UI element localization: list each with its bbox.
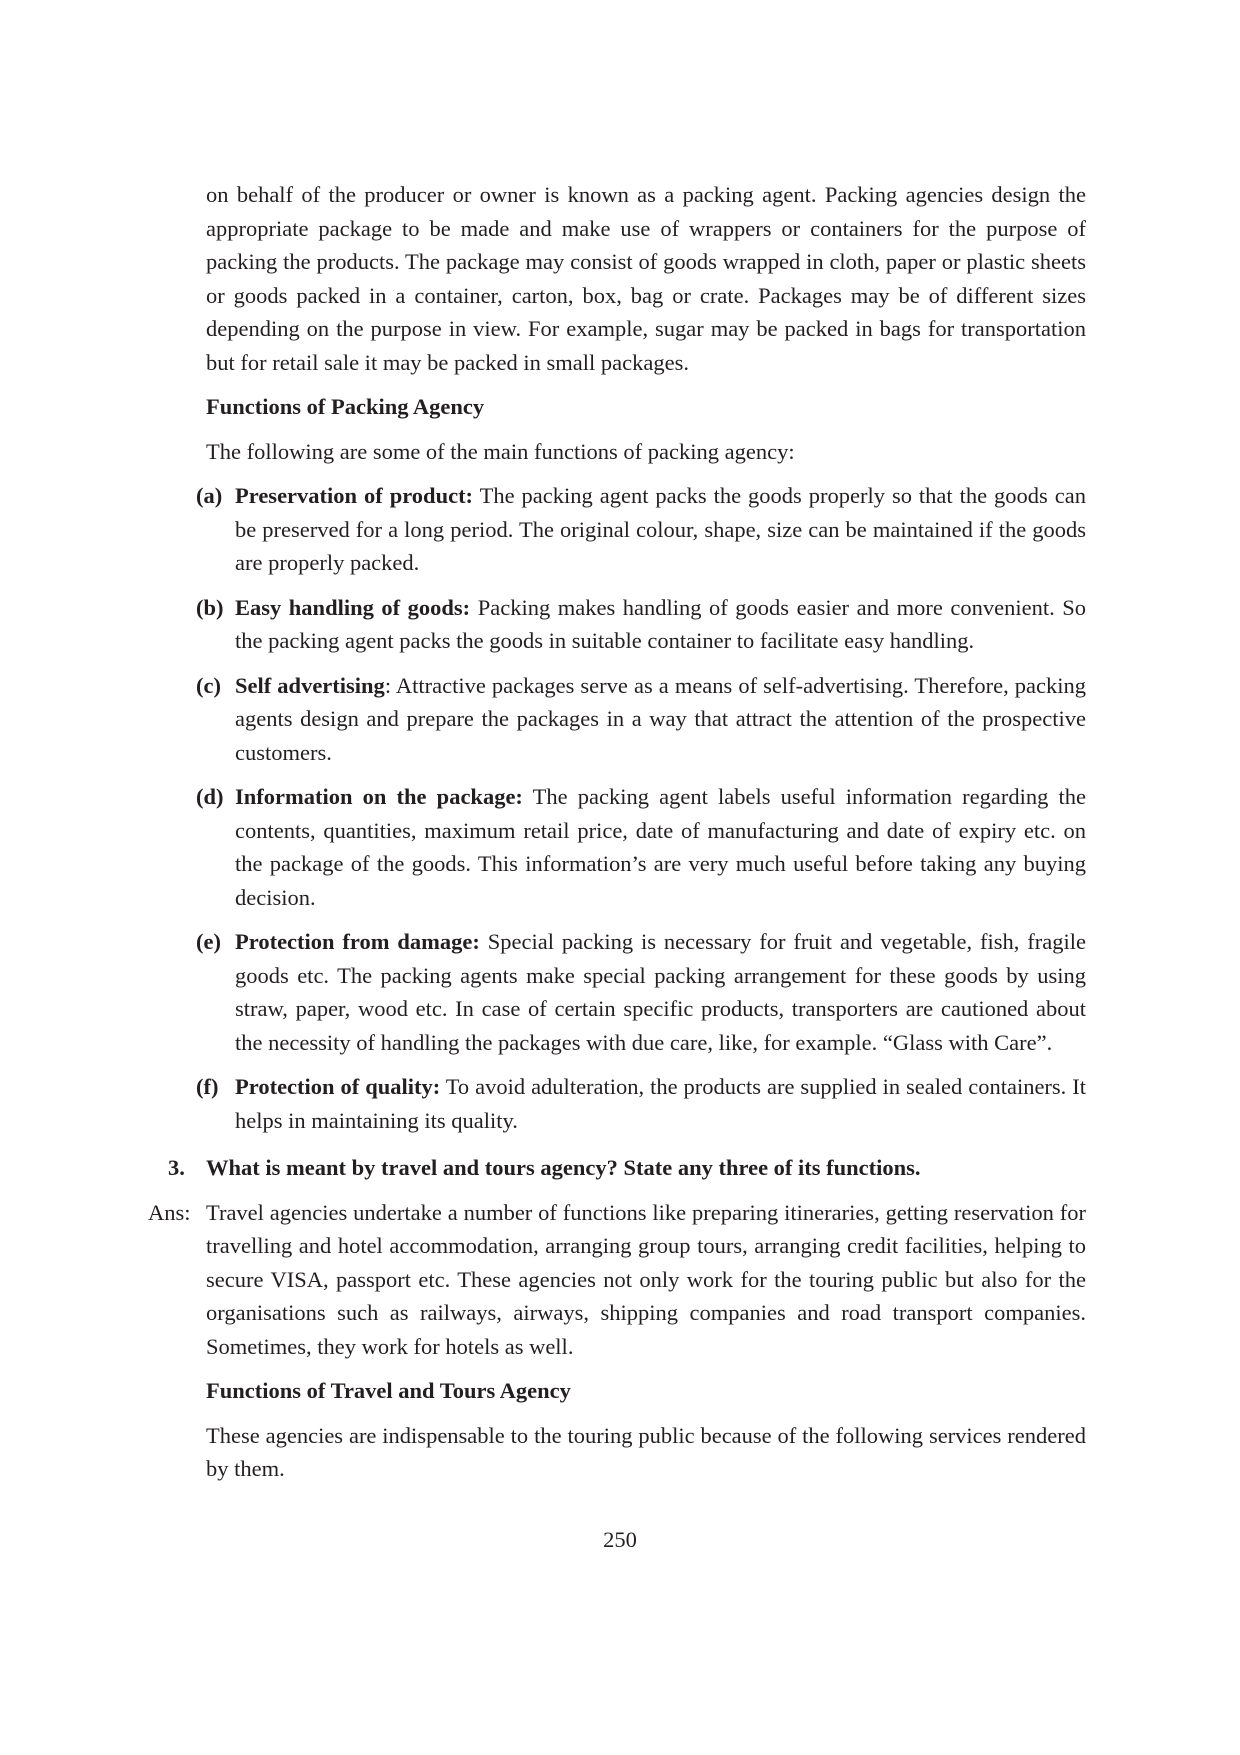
list-text: Special packing is necessary for fruit and vegetable, fish, fragile goods etc. The packing agents make special packing arrangement for these goods by using straw, paper, wood etc. In case of certain specific products, transporters are cautioned about the necessity of handling the packages with due care, like, for example. “Glass with Care”. bbox=[235, 929, 1086, 1055]
list-text: : Attractive packages serve as a means of self-advertising. Therefore, packing agents design and prepare the packages in a way that attract the attention of the prospective customers. bbox=[235, 672, 1086, 765]
travel-intro: These agencies are indispensable to the touring public because of the following services rendered by them. bbox=[206, 1422, 1086, 1481]
list-text: The packing agent labels useful information regarding the contents, quantities, maximum retail price, date of manufacturing and date of expiry etc. on the package of the goods. This information’s are very much useful before taking any buying decision. bbox=[235, 784, 1087, 910]
list-marker: (b) bbox=[196, 594, 224, 620]
question-3 bbox=[168, 1151, 1086, 1185]
packing-intro: The following are some of the main functions of packing agency: bbox=[206, 438, 795, 464]
answer-text: Travel agencies undertake a number of functions like preparing itineraries, getting reservation for travelling and hotel accommodation, arranging group tours, arranging credit facilities, helping to secure VISA, passport etc. These agencies not only work for the touring public but also for the organisations such as railways, airways, shipping companies and road transport companies. Sometimes, they work for hotels as well. bbox=[206, 1199, 1086, 1359]
section-heading-travel: Functions of Travel and Tours Agency bbox=[206, 1378, 571, 1403]
list-marker: (c) bbox=[196, 672, 221, 698]
packing-functions-list bbox=[196, 479, 1087, 1137]
answer-3 bbox=[148, 1196, 1086, 1364]
list-text: The packing agent packs the goods properly so that the goods can be preserved for a long period. The original colour, shape, size can be maintained if the goods are properly packed. bbox=[235, 483, 1086, 575]
list-item bbox=[196, 669, 1086, 770]
list-marker: (f) bbox=[196, 1074, 219, 1099]
list-item bbox=[196, 925, 1086, 1059]
list-text: To avoid adulteration, the products are supplied in sealed containers. It helps in maintaining its quality. bbox=[235, 1074, 1086, 1133]
list-term: Protection of quality: bbox=[235, 1074, 441, 1099]
list-term: Easy handling of goods: bbox=[235, 594, 471, 620]
question-number: 3. bbox=[168, 1155, 185, 1180]
list-term: Protection from damage: bbox=[235, 929, 480, 954]
list-item bbox=[196, 591, 1087, 658]
list-item bbox=[196, 780, 1087, 914]
list-item bbox=[196, 1070, 1086, 1137]
page-content bbox=[148, 178, 1087, 1486]
list-term: Information on the package: bbox=[235, 784, 523, 809]
section-heading-packing: Functions of Packing Agency bbox=[206, 394, 485, 419]
list-text: Packing makes handling of goods easier and more convenient. So the packing agent packs the goods in suitable container to facilitate easy handling. bbox=[235, 594, 1087, 653]
list-term: Self advertising bbox=[235, 672, 385, 698]
list-marker: (d) bbox=[196, 784, 224, 809]
question-text: What is meant by travel and tours agency? State any three of its functions. bbox=[206, 1155, 921, 1180]
list-marker: (e) bbox=[196, 929, 221, 954]
list-item bbox=[196, 479, 1086, 580]
intro-paragraph: on behalf of the producer or owner is known as a packing agent. Packing agencies design the appropriate package to be made and make use of wrappers or containers for the purpose of packing the products. The package may consist of goods wrapped in cloth, paper or plastic sheets or goods packed in a container, carton, box, bag or crate. Packages may be of different sizes depending on the purpose in view. For example, sugar may be packed in bags for transportation but for retail sale it may be packed in small packages. bbox=[206, 182, 1086, 375]
list-term: Preservation of product: bbox=[235, 483, 474, 508]
answer-label: Ans: bbox=[148, 1199, 191, 1225]
list-marker: (a) bbox=[196, 483, 223, 508]
page-number: 250 bbox=[603, 1527, 637, 1552]
